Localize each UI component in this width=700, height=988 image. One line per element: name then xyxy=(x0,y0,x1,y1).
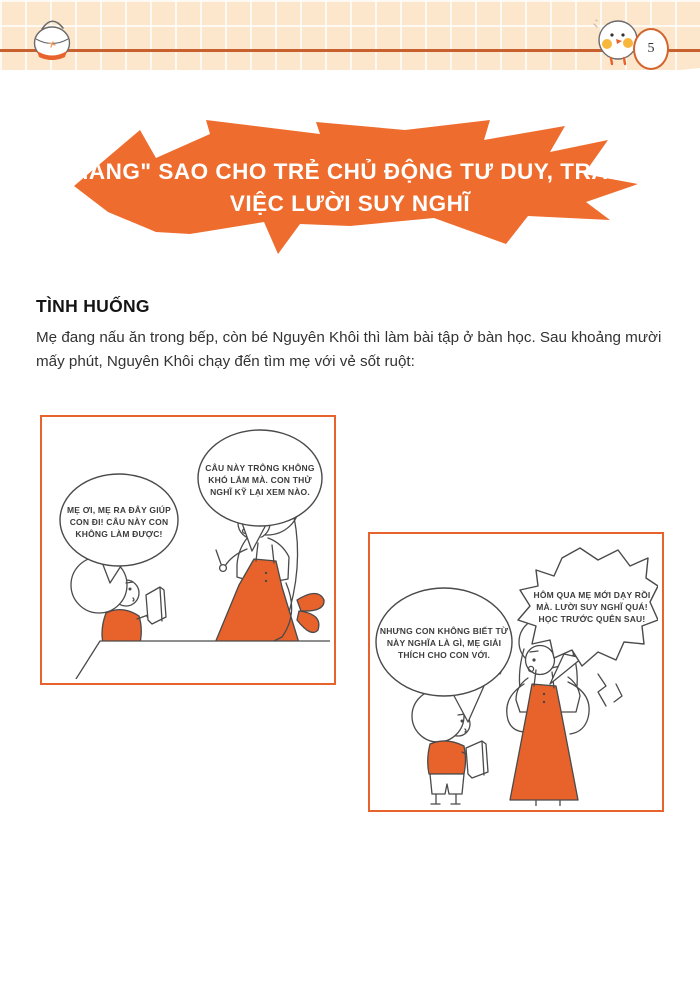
title-line-2: VIỆC LƯỜI SUY NGHĨ xyxy=(229,190,471,216)
comic-panel-1 xyxy=(40,415,336,685)
header-wave-edge xyxy=(0,66,700,96)
panel2-mother-speech-bubble: HÔM QUA MẸ MỚI DẠY RỒI MÀ. LƯỜI SUY NGHĨ QUÁ! HỌC TRƯỚC QUÊN SAU! xyxy=(533,589,651,625)
comic-panel-2 xyxy=(368,532,664,812)
page-header xyxy=(0,0,700,96)
intro-paragraph: Mẹ đang nấu ăn trong bếp, còn bé Nguyên Khôi thì làm bài tập ở bàn học. Sau khoảng mười mấy phút, Nguyên Khôi chạy đến tìm mẹ với vẻ sốt ruột: xyxy=(36,329,662,371)
page-number-value: 5 xyxy=(647,41,655,56)
panel1-child-speech-bubble: MẸ ƠI, MẸ RA ĐÂY GIÚP CON ĐI! CÂU NÀY CON KHÔNG LÀM ĐƯỢC! xyxy=(66,504,172,540)
rice-cooker-chick-icon xyxy=(26,13,78,65)
title-banner xyxy=(60,116,640,258)
title-banner-text xyxy=(58,146,642,230)
title-line-1: "MẮNG" SAO CHO TRẺ CHỦ ĐỘNG TƯ DUY, TRÁNH xyxy=(58,158,642,184)
section-heading: TÌNH HUỐNG xyxy=(36,296,150,316)
page-number xyxy=(633,28,669,70)
panel1-mother-speech-bubble: CÂU NÀY TRÔNG KHÔNG KHÓ LẮM MÀ. CON THỬ NGHĨ KỸ LẠI XEM NÀO. xyxy=(205,462,315,498)
panel2-child-speech-bubble: NHƯNG CON KHÔNG BIẾT TỪ NÀY NGHĨA LÀ GÌ, MẸ GIẢI THÍCH CHO CON VỚI. xyxy=(379,625,509,661)
